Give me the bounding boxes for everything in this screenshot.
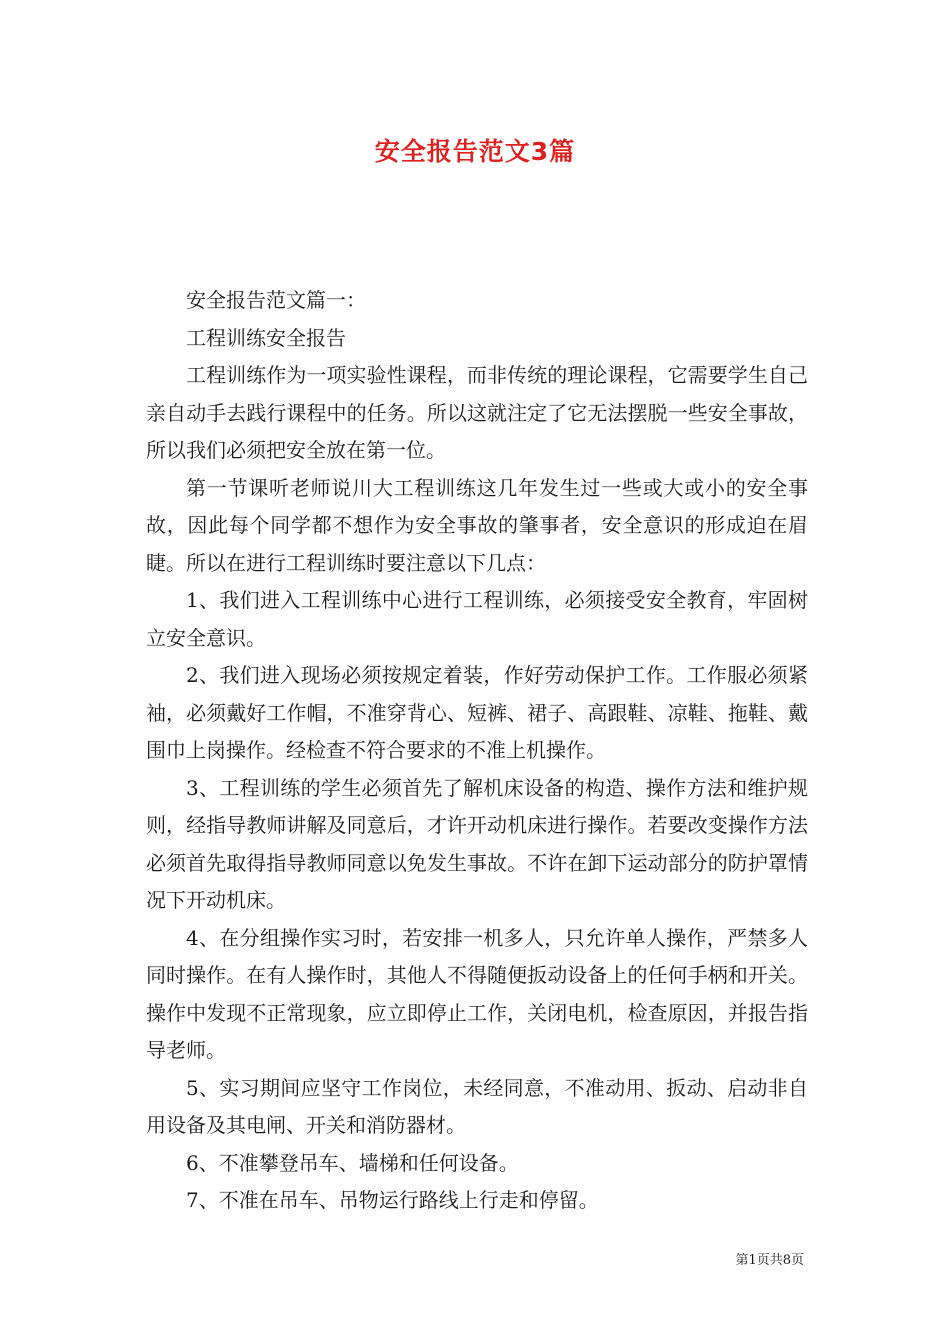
paragraph-rule-6: 6、不准攀登吊车、墙梯和任何设备。: [186, 1150, 519, 1175]
page-number: 第1页共8页: [735, 1253, 804, 1268]
paragraph-intro: 工程训练作为一项实验性课程，而非传统的理论课程，它需要学生自己亲自动手去践行课程中的任务。所以这就注定了它无法摆脱一些安全事故，所以我们必须把安全放在第一位。: [146, 363, 808, 462]
paragraph-rule-3: 3、工程训练的学生必须首先了解机床设备的构造、操作方法和维护规则，经指导教师讲解及同意后，才许开动机床进行操作。若要改变操作方法必须首先取得指导教师同意以免发生事故。不许在卸下运动部分的防护罩情况下开动机床。: [146, 775, 808, 912]
paragraph-section-heading: 安全报告范文篇一：: [186, 288, 366, 312]
document-title: 安全报告范文3篇: [374, 137, 576, 166]
paragraph-background: 第一节课听老师说川大工程训练这几年发生过一些或大或小的安全事故，因此每个同学都不想作为安全事故的肇事者，安全意识的形成迫在眉睫。所以在进行工程训练时要注意以下几点：: [146, 475, 808, 575]
paragraph-rule-7: 7、不准在吊车、吊物运行路线上行走和停留。: [186, 1188, 599, 1212]
paragraph-rule-4: 4、在分组操作实习时，若安排一机多人，只允许单人操作，严禁多人同时操作。在有人操作时，其他人不得随便扳动设备上的任何手柄和开关。操作中发现不正常现象，应立即停止工作，关闭电机，检查原因，并报告指导老师。: [146, 925, 808, 1062]
paragraph-rule-2: 2、我们进入现场必须按规定着装，作好劳动保护工作。工作服必须紧袖，必须戴好工作帽，不准穿背心、短裤、裙子、高跟鞋、凉鞋、拖鞋、戴围巾上岗操作。经检查不符合要求的不准上机操作。: [146, 663, 808, 762]
paragraph-subtitle: 工程训练安全报告: [186, 325, 346, 350]
paragraph-rule-1: 1、我们进入工程训练中心进行工程训练，必须接受安全教育，牢固树立安全意识。: [146, 588, 808, 650]
document-body: [146, 282, 808, 1220]
paragraph-rule-5: 5、实习期间应坚守工作岗位，未经同意，不准动用、扳动、启动非自用设备及其电闸、开关和消防器材。: [146, 1075, 808, 1137]
